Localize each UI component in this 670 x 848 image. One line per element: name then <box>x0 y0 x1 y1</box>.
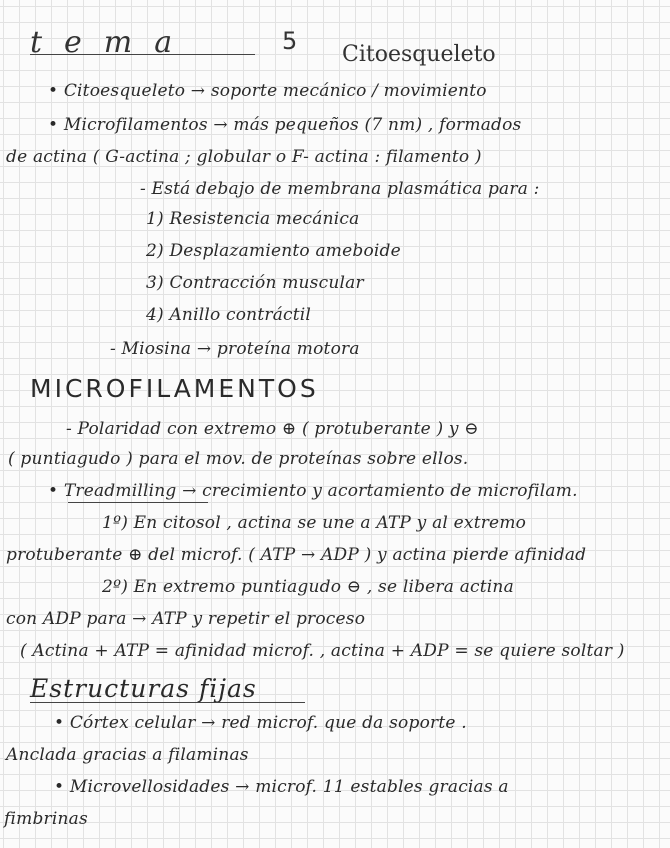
note-line: con ADP para → ATP y repetir el proceso <box>6 609 366 629</box>
topic-underline <box>30 54 255 55</box>
note-line: • Microfilamentos → más pequeños (7 nm) , formados <box>48 115 522 135</box>
note-line: • Treadmilling → crecimiento y acortamiento de microfilam. <box>48 481 578 501</box>
note-line: 2º) En extremo puntiagudo ⊖ , se libera actina <box>102 577 514 597</box>
note-line: 1º) En citosol , actina se une a ATP y al extremo <box>102 513 527 533</box>
note-line: 2) Desplazamiento ameboide <box>146 241 401 261</box>
note-line: - Está debajo de membrana plasmática para : <box>140 179 540 199</box>
note-line: ( Actina + ATP = afinidad microf. , actina + ADP = se quiere soltar ) <box>20 641 625 661</box>
note-line: de actina ( G-actina ; globular o F- actina : filamento ) <box>6 147 482 167</box>
topic-number: 5 <box>282 27 298 55</box>
heading-underline <box>30 702 305 703</box>
note-line: ( puntiagudo ) para el mov. de proteínas sobre ellos. <box>8 449 469 469</box>
note-line: protuberante ⊕ del microf. ( ATP → ADP ) y actina pierde afinidad <box>6 545 587 565</box>
section-heading: Estructuras fijas <box>30 674 257 703</box>
note-line: • Microvellosidades → microf. 11 estables gracias a <box>54 777 509 797</box>
topic-label: tema <box>30 25 195 60</box>
note-line: fimbrinas <box>4 809 88 829</box>
term-underline <box>68 502 208 503</box>
note-line: 4) Anillo contráctil <box>146 305 312 325</box>
note-line: 1) Resistencia mecánica <box>146 209 360 229</box>
section-heading: MICROFILAMENTOS <box>30 374 319 403</box>
note-line: • Córtex celular → red microf. que da soporte . <box>54 713 467 733</box>
page-title: Citoesqueleto <box>342 42 496 67</box>
note-line: Anclada gracias a filaminas <box>6 745 249 765</box>
note-line: - Miosina → proteína motora <box>110 339 360 359</box>
note-line: • Citoesqueleto → soporte mecánico / movimiento <box>48 81 487 101</box>
note-line: - Polaridad con extremo ⊕ ( protuberante ) y ⊖ <box>66 419 479 439</box>
note-line: 3) Contracción muscular <box>146 273 364 293</box>
